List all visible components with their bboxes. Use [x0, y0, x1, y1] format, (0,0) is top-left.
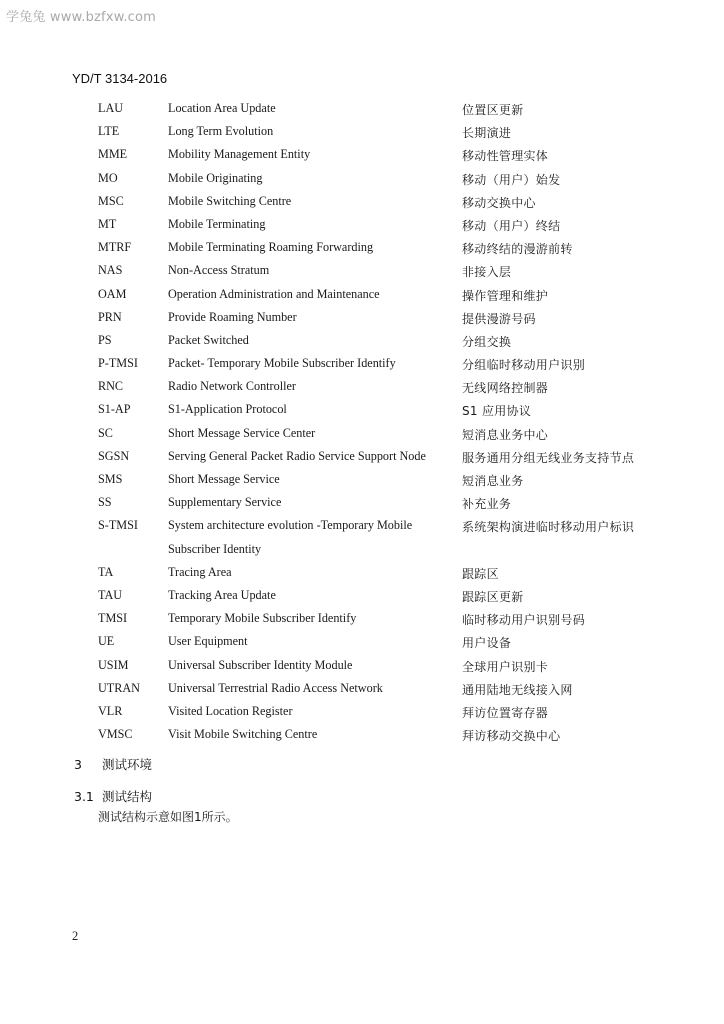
abbreviation-row	[0, 284, 724, 307]
abbreviation: TAU	[98, 587, 123, 602]
abbreviation-chinese-name: 全球用户识别卡	[462, 659, 549, 674]
abbreviation-full-name: Provide Roaming Number	[168, 309, 297, 324]
abbreviation-chinese-name: 补充业务	[462, 497, 512, 512]
abbreviation-chinese-name: 服务通用分组无线业务支持节点	[462, 450, 635, 465]
abbreviation: MO	[98, 170, 118, 185]
abbreviation-full-name: Tracing Area	[168, 564, 232, 579]
section-3-heading	[74, 755, 152, 773]
abbreviation-chinese-name: 分组交换	[462, 334, 512, 349]
abbreviation-chinese-name: 临时移动用户识别号码	[462, 613, 586, 628]
watermark: 学兔兔 www.bzfxw.com	[6, 10, 157, 25]
abbreviation: USIM	[98, 657, 129, 672]
abbreviation-full-name: Visit Mobile Switching Centre	[168, 727, 318, 742]
section-3-1-heading	[74, 787, 152, 805]
abbreviation-full-name: Non-Access Stratum	[168, 263, 270, 278]
abbreviation-row-continuation	[0, 539, 724, 562]
abbreviation-chinese-name: 跟踪区	[462, 566, 499, 581]
abbreviation: MTRF	[98, 240, 132, 255]
abbreviation-row	[0, 168, 724, 191]
section-title: 测试环境	[102, 757, 153, 772]
abbreviation-chinese-name: 分组临时移动用户识别	[462, 358, 586, 373]
abbreviation-full-name: Temporary Mobile Subscriber Identify	[168, 611, 357, 626]
abbreviation-row	[0, 214, 724, 237]
abbreviation: MME	[98, 147, 128, 162]
abbreviation-full-name: User Equipment	[168, 634, 248, 649]
abbreviation-full-name: Mobile Terminating	[168, 216, 266, 231]
abbreviation: S1-AP	[98, 402, 131, 417]
abbreviation: SS	[98, 495, 112, 510]
abbreviation-chinese-name: 跟踪区更新	[462, 589, 524, 604]
abbreviation-row	[0, 144, 724, 167]
abbreviation-chinese-name: 移动终结的漫游前转	[462, 242, 573, 257]
abbreviation: UTRAN	[98, 680, 140, 695]
abbreviation-chinese-name: 操作管理和维护	[462, 288, 549, 303]
abbreviation: MSC	[98, 193, 124, 208]
abbreviation-row	[0, 307, 724, 330]
abbreviation-row	[0, 562, 724, 585]
abbreviation-row	[0, 492, 724, 515]
abbreviation-row	[0, 121, 724, 144]
abbreviation: LAU	[98, 101, 124, 115]
abbreviation-chinese-name: 位置区更新	[462, 103, 524, 117]
abbreviation-row	[0, 353, 724, 376]
abbreviation-full-name: Universal Subscriber Identity Module	[168, 657, 353, 672]
abbreviation-row	[0, 330, 724, 353]
abbreviation-full-name: Subscriber Identity	[168, 541, 262, 556]
abbreviation-chinese-name: 短消息业务中心	[462, 427, 549, 442]
abbreviation-row	[0, 631, 724, 654]
abbreviation: RNC	[98, 379, 124, 394]
abbreviation-chinese-name: 非接入层	[462, 265, 512, 280]
abbreviation: TA	[98, 564, 114, 579]
abbreviation-chinese-name: 短消息业务	[462, 474, 524, 488]
abbreviation-chinese-name: 拜访移动交换中心	[462, 729, 561, 744]
abbreviation-row	[0, 237, 724, 260]
abbreviation-full-name: Mobile Originating	[168, 170, 263, 185]
abbreviation-row	[0, 376, 724, 399]
abbreviation: PS	[98, 332, 112, 347]
abbreviation: VLR	[98, 703, 123, 718]
abbreviation-chinese-name: 移动（用户）终结	[462, 218, 561, 233]
abbreviation-full-name: Operation Administration and Maintenance	[168, 286, 380, 301]
abbreviation-full-name: Visited Location Register	[168, 703, 293, 718]
abbreviation-row	[0, 701, 724, 724]
abbreviation: SMS	[98, 472, 123, 486]
abbreviation-chinese-name: 通用陆地无线接入网	[462, 682, 573, 697]
abbreviation-row	[0, 399, 724, 422]
abbreviation: SGSN	[98, 448, 130, 463]
abbreviation-chinese-name: 拜访位置寄存器	[462, 705, 549, 720]
abbreviation-row	[0, 608, 724, 631]
abbreviation-row	[0, 585, 724, 608]
abbreviation-chinese-name: S1 应用协议	[462, 404, 532, 419]
abbreviation: VMSC	[98, 727, 133, 742]
abbreviation: OAM	[98, 286, 127, 301]
abbreviation: PRN	[98, 309, 122, 324]
abbreviation: NAS	[98, 263, 123, 278]
abbreviation-row	[0, 724, 724, 747]
abbreviation-full-name: Radio Network Controller	[168, 379, 296, 394]
abbreviation-full-name: System architecture evolution -Temporary Mobile	[168, 518, 413, 533]
section-number: 3.1	[74, 789, 94, 804]
abbreviation: UE	[98, 634, 115, 649]
abbreviation-row	[0, 423, 724, 446]
abbreviation-row	[0, 446, 724, 469]
abbreviation-full-name: Location Area Update	[168, 101, 276, 115]
abbreviation-full-name: Mobile Terminating Roaming Forwarding	[168, 240, 374, 255]
section-body-text: 测试结构示意如图1所示。	[98, 810, 238, 824]
abbreviation-chinese-name: 系统架构演进临时移动用户标识	[462, 520, 635, 535]
abbreviation-row	[0, 98, 724, 121]
abbreviation-full-name: Packet- Temporary Mobile Subscriber Identify	[168, 356, 396, 371]
abbreviation-chinese-name: 移动（用户）始发	[462, 172, 561, 187]
abbreviation-chinese-name: 移动交换中心	[462, 195, 536, 210]
abbreviation-row	[0, 515, 724, 538]
standard-number-header: YD/T 3134-2016	[72, 71, 168, 86]
abbreviation: MT	[98, 216, 117, 231]
abbreviation-full-name: Tracking Area Update	[168, 587, 276, 602]
abbreviation-row	[0, 655, 724, 678]
abbreviation-row	[0, 260, 724, 283]
abbreviation-chinese-name: 提供漫游号码	[462, 311, 536, 326]
abbreviation-chinese-name: 无线网络控制器	[462, 381, 549, 396]
abbreviation-full-name: Universal Terrestrial Radio Access Network	[168, 680, 383, 695]
abbreviation-full-name: Mobile Switching Centre	[168, 193, 292, 208]
abbreviation: P-TMSI	[98, 356, 138, 371]
abbreviation: TMSI	[98, 611, 128, 626]
abbreviation-row	[0, 191, 724, 214]
abbreviation-full-name: S1-Application Protocol	[168, 402, 287, 417]
abbreviation-full-name: Supplementary Service	[168, 495, 282, 510]
abbreviation: SC	[98, 425, 113, 440]
abbreviation-full-name: Serving General Packet Radio Service Support Node	[168, 448, 426, 463]
page-number: 2	[72, 929, 79, 943]
abbreviation: LTE	[98, 124, 120, 139]
abbreviation-full-name: Short Message Service	[168, 472, 280, 486]
abbreviation-full-name: Long Term Evolution	[168, 124, 274, 139]
abbreviation-row	[0, 469, 724, 492]
abbreviation: S-TMSI	[98, 518, 138, 533]
abbreviation-full-name: Packet Switched	[168, 332, 249, 347]
abbreviation-table	[0, 98, 724, 747]
abbreviation-full-name: Mobility Management Entity	[168, 147, 311, 162]
abbreviation-chinese-name: 长期演进	[462, 126, 512, 141]
abbreviation-full-name: Short Message Service Center	[168, 425, 316, 440]
section-title: 测试结构	[102, 789, 153, 804]
abbreviation-chinese-name: 用户设备	[462, 636, 512, 651]
abbreviation-row	[0, 678, 724, 701]
abbreviation-chinese-name: 移动性管理实体	[462, 149, 549, 164]
section-number: 3	[74, 757, 82, 772]
